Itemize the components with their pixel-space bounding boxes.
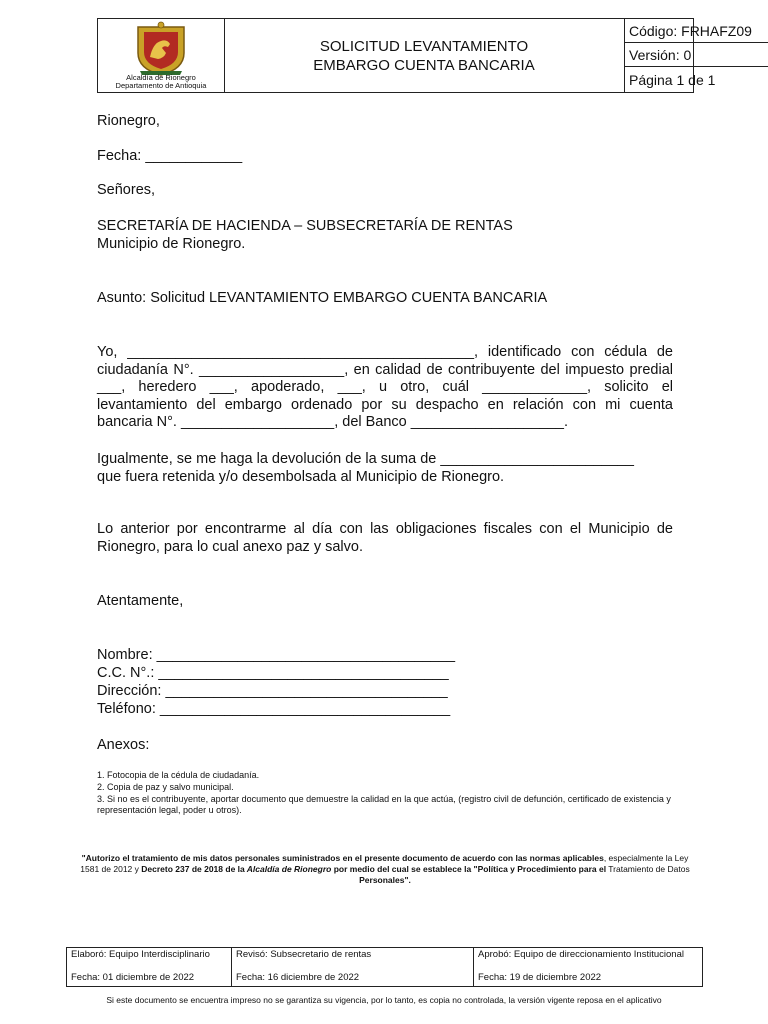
approval-table — [66, 947, 703, 987]
annex-item: 2. Copia de paz y salvo municipal. — [97, 782, 234, 792]
name-field: Nombre: _____________________________________ — [97, 647, 456, 663]
recipient-municipality: Municipio de Rionegro. — [97, 236, 246, 252]
elaborated-cell — [67, 948, 232, 986]
approved-cell — [474, 948, 702, 986]
document-header — [97, 18, 752, 93]
approved-by: Aprobó: Equipo de direccionamiento Institucional — [478, 949, 684, 960]
logo-caption-city: Alcaldía de Rionegro — [126, 73, 196, 82]
refund-paragraph-line-1: Igualmente, se me haga la devolución de la suma de ________________________ — [97, 451, 634, 467]
reviewed-date: Fecha: 16 diciembre de 2022 — [236, 972, 360, 983]
consent-bold-2: Decreto 237 de 2018 de la — [141, 864, 245, 874]
document-title — [224, 19, 625, 92]
date-line: Fecha: ____________ — [97, 148, 243, 164]
refund-paragraph-line-2: que fuera retenida y/o desembolsada al Municipio de Rionegro. — [97, 469, 505, 485]
phone-field: Teléfono: ____________________________________ — [97, 701, 451, 717]
recipient-office: SECRETARÍA DE HACIENDA – SUBSECRETARÍA DE RENTAS — [97, 218, 513, 234]
consent-bold-3: por medio del cual se establece la "Política y Procedimiento para el — [333, 864, 607, 874]
request-paragraph: Yo, ___________________________________________, identificado con cédula de ciudadanía N°. __________________, en calidad de contribuyente del impuesto predial ___, heredero ___, apoderado, ___, u otro, cuál _____________, solicito el levantamiento del embargo ordenado por su despacho en relación con mi cuenta bancaria N°. ___________________, del Banco ___________________. — [97, 344, 673, 430]
subject-line: Asunto: Solicitud LEVANTAMIENTO EMBARGO CUENTA BANCARIA — [97, 290, 548, 306]
elaborated-by: Elaboró: Equipo Interdisciplinario — [71, 949, 210, 960]
municipal-shield-logo — [98, 19, 224, 77]
consent-italic-1: Alcaldía de Rionegro — [244, 864, 334, 874]
salutation: Señores, — [97, 182, 156, 198]
document-version: Versión: 0 — [625, 43, 768, 67]
id-number-field: C.C. N°.: ____________________________________ — [97, 665, 449, 681]
reviewed-by: Revisó: Subsecretario de rentas — [236, 949, 372, 960]
document-page: Página 1 de 1 — [629, 72, 716, 88]
consent-normal-2: Tratamiento de Datos — [606, 864, 690, 874]
address-field: Dirección: ___________________________________ — [97, 683, 448, 699]
consent-bold-1: "Autorizo el tratamiento de mis datos personales suministrados en el presente documento de acuerdo con las normas aplicables — [81, 853, 604, 863]
annex-item: 3. Si no es el contribuyente, aportar documento que demuestre la calidad en la que actúa, (registro civil de defunción, certificado de existencia y representación legal, poder u otros). — [97, 794, 671, 815]
approved-date: Fecha: 19 de diciembre 2022 — [478, 972, 602, 983]
consent-normal-1: , especialmente la Ley 1581 de 2012 y — [80, 853, 689, 874]
logo-caption-department: Departamento de Antioquia — [115, 81, 207, 90]
elaborated-date: Fecha: 01 diciembre de 2022 — [71, 972, 195, 983]
annex-item: 1. Fotocopia de la cédula de ciudadanía. — [97, 770, 260, 780]
consent-bold-4: Personales". — [359, 875, 411, 885]
document-code: Código: FRHAFZ09 — [625, 19, 768, 43]
reviewed-cell — [232, 948, 474, 986]
justification-paragraph: Lo anterior por encontrarme al día con las obligaciones fiscales con el Municipio de Rionegro, para lo cual anexo paz y salvo. — [97, 521, 673, 555]
annexes-title: Anexos: — [97, 737, 150, 753]
title-line-2: EMBARGO CUENTA BANCARIA — [313, 56, 535, 74]
data-consent-notice — [80, 853, 690, 886]
title-line-1: SOLICITUD LEVANTAMIENTO — [319, 37, 529, 55]
city-line: Rionegro, — [97, 113, 160, 129]
logo-cell — [98, 19, 225, 92]
closing: Atentamente, — [97, 593, 184, 609]
validity-note: Si este documento se encuentra impreso no se garantiza su vigencia, por lo tanto, es copia no controlada, la versión vigente reposa en el aplicativo — [106, 995, 662, 1005]
